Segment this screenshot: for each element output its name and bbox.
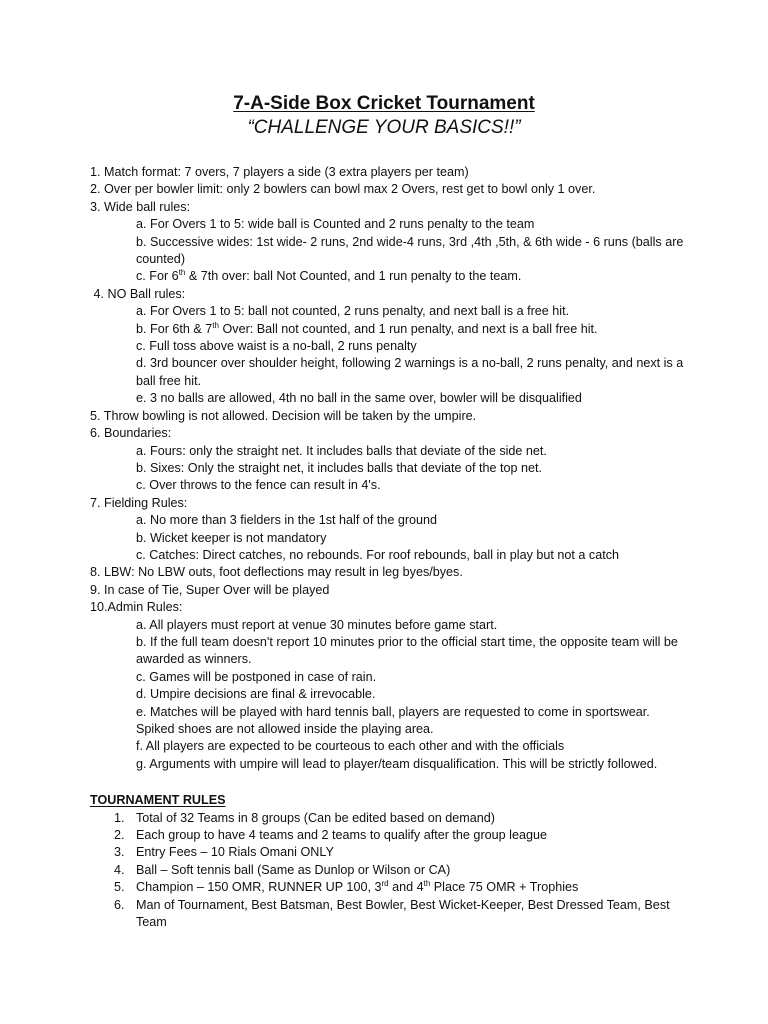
- list-item-number: 3.: [114, 845, 125, 860]
- rule-10b: b. If the full team doesn't report 10 minutes prior to the official start time, the opposite team will be awarded as winners.: [136, 634, 678, 667]
- list-item: [90, 879, 690, 896]
- rule-7c: c. Catches: Direct catches, no rebounds. For roof rebounds, ball in play but not a catch: [136, 547, 620, 562]
- list-item-text: Ball – Soft tennis ball (Same as Dunlop or Wilson or CA): [136, 862, 451, 877]
- document-title-text: 7-A-Side Box Cricket Tournament: [233, 93, 535, 114]
- rule-3c: [90, 268, 690, 285]
- rule-4e: e. 3 no balls are allowed, 4th no ball in the same over, bowler will be disqualified: [136, 391, 582, 406]
- rule-4d: d. 3rd bouncer over shoulder height, following 2 warnings is a no-ball, 2 runs penalty, and next is a ball free hit.: [136, 356, 684, 388]
- list-item-text-mid: and 4: [388, 880, 424, 895]
- rule-3c-post: & 7th over: ball Not Counted, and 1 run penalty to the team.: [185, 269, 522, 284]
- rule-1: 1. Match format: 7 overs, 7 players a side (3 extra players per team): [90, 165, 469, 179]
- rule-9: 9. In case of Tie, Super Over will be played: [90, 582, 330, 597]
- rule-6a: a. Fours: only the straight net. It includes balls that deviate of the side net.: [136, 443, 547, 458]
- rule-4b-sup: th: [212, 320, 219, 330]
- list-item-number: 1.: [114, 810, 125, 825]
- rule-10c: c. Games will be postponed in case of rain.: [136, 669, 377, 684]
- rule-10: 10.Admin Rules:: [90, 600, 183, 615]
- rule-6c: c. Over throws to the fence can result in 4's.: [136, 478, 381, 493]
- list-item-text: Total of 32 Teams in 8 groups (Can be edited based on demand): [136, 810, 495, 825]
- rule-10a: a. All players must report at venue 30 minutes before game start.: [136, 617, 498, 632]
- rule-5: 5. Throw bowling is not allowed. Decision will be taken by the umpire.: [90, 408, 477, 423]
- rule-3a: a. For Overs 1 to 5: wide ball is Counted and 2 runs penalty to the team: [136, 217, 535, 232]
- rule-7b: b. Wicket keeper is not mandatory: [136, 530, 327, 545]
- rule-3: 3. Wide ball rules:: [90, 199, 191, 214]
- rule-10e: e. Matches will be played with hard tennis ball, players are requested to come in sportswear. Spiked shoes are not allowed inside the playing area.: [136, 704, 650, 736]
- rule-3b: b. Successive wides: 1st wide- 2 runs, 2nd wide-4 runs, 3rd ,4th ,5th, & 6th wide - 6 runs (balls are counted): [136, 234, 684, 267]
- list-item-sup: th: [423, 879, 431, 889]
- list-item: [90, 844, 690, 861]
- tournament-rules-list: [90, 810, 690, 932]
- document-subtitle: “CHALLENGE YOUR BASICS!!”: [247, 117, 521, 138]
- rule-10g: g. Arguments with umpire will lead to player/team disqualification. This will be strictly followed.: [136, 756, 658, 771]
- rules-body: [90, 164, 690, 931]
- list-item-text: Each group to have 4 teams and 2 teams to qualify after the group league: [136, 828, 547, 843]
- rule-4c: c. Full toss above waist is a no-ball, 2 runs penalty: [136, 339, 417, 354]
- rule-4: 4. NO Ball rules:: [90, 286, 186, 301]
- list-item: [90, 810, 690, 827]
- rule-4b-post: Over: Ball not counted, and 1 run penalty, and next is a ball free hit.: [218, 321, 598, 336]
- rule-2: 2. Over per bowler limit: only 2 bowlers can bowl max 2 Overs, rest get to bowl only 1 over.: [90, 182, 596, 197]
- list-item-number: 2.: [114, 828, 125, 843]
- rule-10d: d. Umpire decisions are final & irrevocable.: [136, 687, 376, 702]
- rule-10f: f. All players are expected to be courteous to each other and with the officials: [136, 739, 565, 754]
- list-item-text-post: Place 75 OMR + Trophies: [430, 880, 579, 895]
- list-item-number: 6.: [114, 897, 125, 912]
- list-item: [90, 897, 690, 932]
- list-item: [90, 862, 690, 879]
- rule-6: 6. Boundaries:: [90, 426, 172, 441]
- rule-3c-sup: th: [178, 268, 186, 278]
- list-item: [90, 827, 690, 844]
- list-item-number: 5.: [114, 880, 125, 895]
- rule-6b: b. Sixes: Only the straight net, it includes balls that deviate of the top net.: [136, 460, 543, 475]
- list-item-number: 4.: [114, 862, 125, 877]
- rule-3c-pre: c. For 6: [136, 269, 179, 284]
- document-title: [0, 93, 768, 115]
- rule-8: 8. LBW: No LBW outs, foot deflections may result in leg byes/byes.: [90, 565, 463, 580]
- rule-7a: a. No more than 3 fielders in the 1st half of the ground: [136, 513, 438, 528]
- rule-4b: [90, 321, 690, 338]
- list-item-text: Man of Tournament, Best Batsman, Best Bowler, Best Wicket-Keeper, Best Dressed Team, Best Team: [136, 897, 670, 930]
- rule-4b-pre: b. For 6th & 7: [136, 321, 213, 336]
- rule-4a: a. For Overs 1 to 5: ball not counted, 2 runs penalty, and next ball is a free hit.: [136, 304, 570, 319]
- tournament-rules-heading: TOURNAMENT RULES: [90, 793, 226, 808]
- rule-7: 7. Fielding Rules:: [90, 495, 188, 510]
- section-spacer: [90, 773, 690, 792]
- list-item-text: Entry Fees – 10 Rials Omani ONLY: [136, 845, 334, 860]
- list-item-text-pre: Champion – 150 OMR, RUNNER UP 100, 3: [136, 880, 382, 895]
- list-item-sup: rd: [381, 879, 389, 889]
